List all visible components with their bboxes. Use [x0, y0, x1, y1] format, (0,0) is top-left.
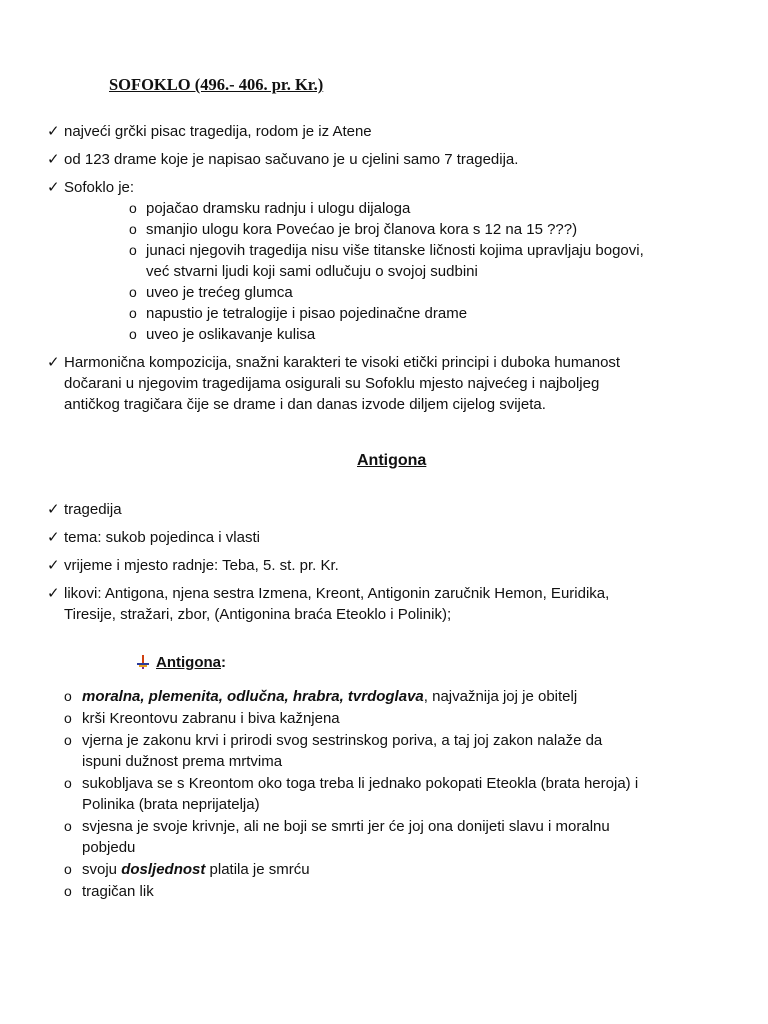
trait-3-line-2: ispuni dužnost prema mrtvima [82, 753, 283, 770]
trait-6-bold: dosljednost [121, 861, 206, 878]
check-mark: ✓ [47, 585, 60, 602]
circle-bullet: o [129, 221, 137, 237]
circle-bullet: o [129, 305, 137, 321]
antigona-heading: Antigona [357, 452, 427, 469]
trait-2: krši Kreontovu zabranu i biva kažnjena [82, 710, 340, 727]
circle-bullet: o [64, 883, 72, 899]
circle-bullet: o [129, 242, 137, 258]
intro-line-2: od 123 drame koje je napisao sačuvano je u cjelini samo 7 tragedija. [64, 151, 519, 168]
sofoklo-item-2: smanjio ulogu kora Povećao je broj članova kora s 12 na 15 ???) [146, 221, 578, 238]
sofoklo-je-label: Sofoklo je: [64, 179, 135, 196]
trait-3-line-1: vjerna je zakonu krvi i prirodi svog sestrinskog poriva, a taj joj zakon nalaže da [82, 732, 603, 749]
harmony-line-1: Harmonična kompozicija, snažni karakteri te visoki etički principi i duboka humanost [64, 354, 621, 371]
circle-bullet: o [64, 818, 72, 834]
trait-6-pre: svoju [82, 861, 122, 878]
trait-4-line-1: sukobljava se s Kreontom oko toga treba li jednako pokopati Eteokla (brata heroja) i [82, 775, 639, 792]
check-mark: ✓ [47, 151, 60, 168]
fact-theme: tema: sukob pojedinca i vlasti [64, 529, 260, 546]
fact-characters-line-1: likovi: Antigona, njena sestra Izmena, Kreont, Antigonin zaručnik Hemon, Euridika, [64, 585, 610, 602]
circle-bullet: o [64, 688, 72, 704]
circle-bullet: o [64, 775, 72, 791]
pin-icon [137, 655, 149, 669]
sofoklo-item-6: uveo je oslikavanje kulisa [146, 326, 316, 343]
trait-1-bold: moralna, plemenita, odlučna, hrabra, tvrdoglava [82, 688, 424, 705]
sofoklo-item-4: uveo je trećeg glumca [146, 284, 293, 301]
trait-5-line-2: pobjedu [82, 839, 136, 856]
circle-bullet: o [64, 861, 72, 877]
character-heading-text: Antigona [156, 654, 221, 671]
check-mark: ✓ [47, 123, 60, 140]
page-title: SOFOKLO (496.- 406. pr. Kr.) [109, 75, 324, 94]
trait-1 [82, 686, 577, 707]
sofoklo-item-3-line-2: već stvarni ljudi koji sami odlučuju o svojoj sudbini [146, 263, 478, 280]
circle-bullet: o [64, 732, 72, 748]
check-mark: ✓ [47, 557, 60, 574]
harmony-line-3: antičkog tragičara čije se drame i dan danas izvode diljem cijelog svijeta. [64, 396, 546, 413]
character-heading [156, 652, 226, 673]
character-heading-colon: : [221, 654, 226, 671]
sofoklo-item-3-line-1: junaci njegovih tragedija nisu više titanske ličnosti kojima upravljaju bogovi, [146, 242, 644, 259]
trait-5-line-1: svjesna je svoje krivnje, ali ne boji se smrti jer će joj ona donijeti slavu i moralnu [82, 818, 610, 835]
check-mark: ✓ [47, 501, 60, 518]
trait-7: tragičan lik [82, 883, 154, 900]
sofoklo-item-1: pojačao dramsku radnju i ulogu dijaloga [146, 200, 411, 217]
circle-bullet: o [129, 200, 137, 216]
fact-time-place: vrijeme i mjesto radnje: Teba, 5. st. pr. Kr. [64, 557, 339, 574]
trait-6-post: platila je smrću [205, 861, 310, 878]
fact-characters-line-2: Tiresije, stražari, zbor, (Antigonina braća Eteoklo i Polinik); [64, 606, 452, 623]
circle-bullet: o [64, 710, 72, 726]
trait-4-line-2: Polinika (brata neprijatelja) [82, 796, 260, 813]
trait-1-rest: , najvažnija joj je obitelj [423, 688, 578, 705]
check-mark: ✓ [47, 354, 60, 371]
check-mark: ✓ [47, 179, 60, 196]
circle-bullet: o [129, 326, 137, 342]
trait-6 [82, 859, 310, 880]
sofoklo-item-5: napustio je tetralogije i pisao pojedinačne drame [146, 305, 468, 322]
circle-bullet: o [129, 284, 137, 300]
intro-line-1: najveći grčki pisac tragedija, rodom je iz Atene [64, 123, 372, 140]
harmony-line-2: dočarani u njegovim tragedijama osigurali su Sofoklu mjesto najvećeg i najboljeg [64, 375, 600, 392]
fact-genre: tragedija [64, 501, 122, 518]
check-mark: ✓ [47, 529, 60, 546]
